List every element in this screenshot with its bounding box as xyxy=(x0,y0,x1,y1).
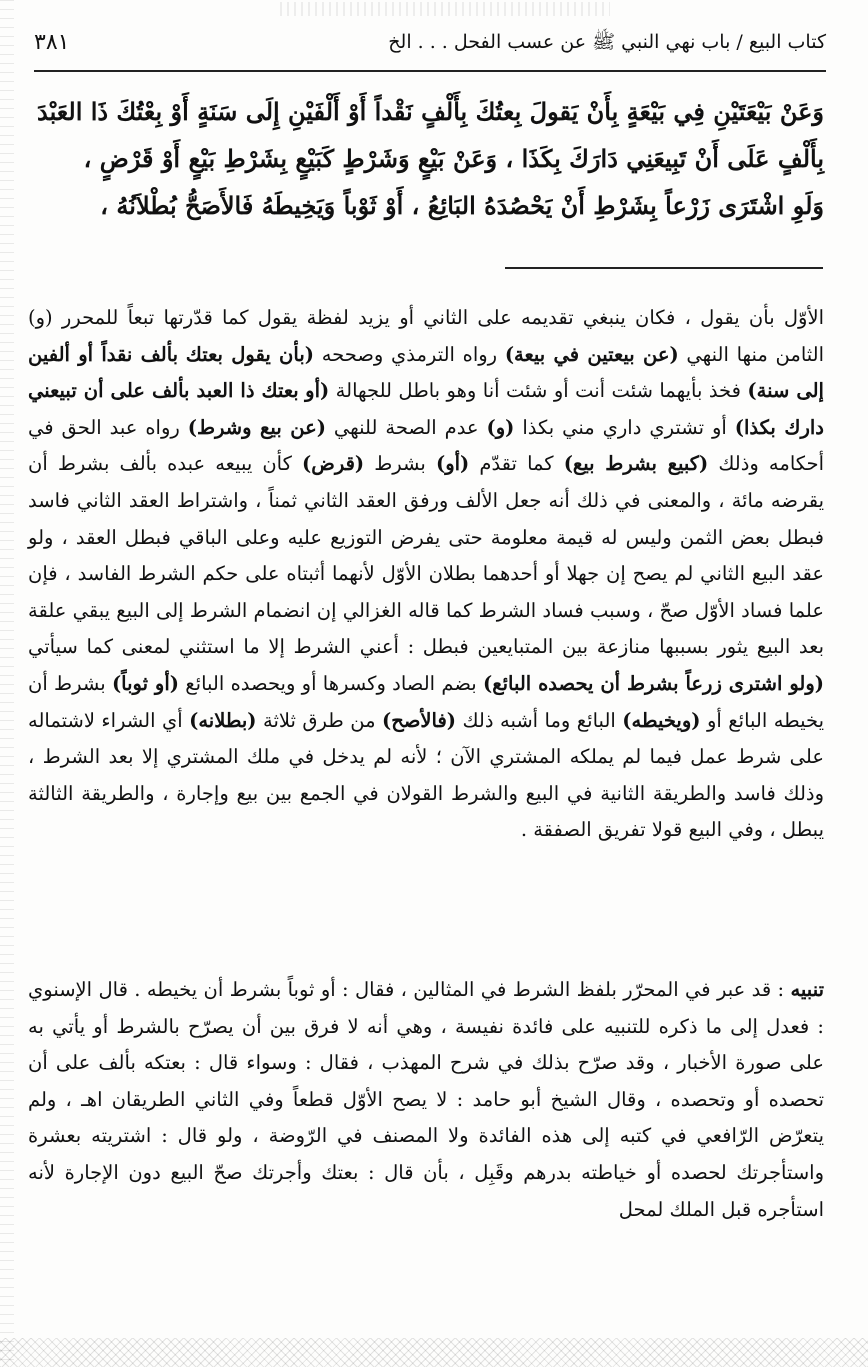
footnote-separator xyxy=(505,267,823,269)
sharh-text: كأن يبيعه عبده بألف بشرط أن يقرضه مائة ، والمعنى في ذلك أنه جعل الألف ورفق العقد الثاني ثمناً ، واشتراط العقد الثاني فاسد فبطل بعض الثمن وليس له قيمة معلومة حتى يفرض التوزيع عليه وعلى الباقي فبطل العقد ، ولو عقد البيع الثاني لم يصح إن جهلا أو أحدهما بطلان الأوّل لأنهما أثبتاه على حكم الشرط الفاسد ، فإن علما فساد الأوّل صحّ ، وسبب فساد الشرط كما قاله الغزالي إن انضمام الشرط إلى البيع يبقي علقة بعد البيع يثور بسببها منازعة بين المتبايعين فبطل : أعني الشرط إلا ما استثني لمعنى كما سيأتي xyxy=(28,452,824,659)
sharh-text: (و) الثامن منها النهي xyxy=(28,306,825,366)
sharh-commentary xyxy=(28,300,824,849)
matn-quote: (بطلانه) xyxy=(189,708,257,732)
sharh-text: أي الشراء لاشتماله على شرط عمل فيما لم يملكه المشتري الآن ؛ لأنه لم يدخل في ملك المشتري إلا بعد الشرط ، وذلك فاسد والطريقة الثانية في البيع والشرط القولان في الجمع بين بيع وإجارة ، والطريقة الثالثة يبطل ، وفي البيع قولا تفريق الصفقة . xyxy=(28,708,824,842)
matn-quote: (ويخيطه) xyxy=(622,708,701,732)
sharh-text: عدم الصحة للنهي xyxy=(333,415,479,439)
tanbih-text: : قد عبر في المحرّر بلفظ الشرط في المثالين ، فقال : أو ثوباً بشرط أن يخيطه . قال الإسنوي : فعدل إلى ما ذكره للتنبيه على فائدة نفيسة ، وهي أنه لا فرق بين أن يصرّح بالشرط أو يأتي به على صورة الأخبار ، وقد صرّح بذلك في شرح المهذب ، فقال : وسواء قال : بعتكه بألف على أن تحصده أو وتحصده ، وقال الشيخ أبو حامد : لا يصح الأوّل قطعاً وفي الثاني الطريقان اهـ ، ولم يتعرّض الرّافعي في كتبه إلى هذه الفائدة ولا المصنف في الرّوضة ، ولو قال : اشتريته بعشرة واستأجرتك لحصده أو خياطته بدرهم وقَبِل ، بأن قال : بعتك وأجرتك صحّ البيع دون الإجارة لأنه استأجره قبل الملك لمحل xyxy=(28,978,824,1221)
tanbih-label: تنبيه xyxy=(790,978,825,1001)
matn-quote: (عن بيع وشرط) xyxy=(187,415,326,439)
header-rule xyxy=(34,70,826,72)
matn-quote: بألف نقداً أو ألفين إلى سنة) xyxy=(28,342,824,403)
scan-edge-noise xyxy=(0,0,14,1367)
sharh-text: رواه عبد الحق في أحكامه وذلك xyxy=(28,415,825,476)
matn-quote: (فالأصح) xyxy=(382,708,457,732)
matn-quote: (كبيع بشرط بيع) xyxy=(563,452,709,476)
chapter-title: كتاب البيع / باب نهي النبي ﷺ عن عسب الفحل . . . الخ xyxy=(388,31,826,53)
matn-quote: (بأن يقول بعتك xyxy=(185,342,314,366)
matn-quote: (ولو اشترى زرعاً بشرط أن يحصده البائع) xyxy=(482,671,824,695)
matn-quote: (أو xyxy=(305,379,330,403)
sharh-text: كما تقدّم xyxy=(479,452,554,476)
sharh-text: البائع وما أشبه ذلك xyxy=(462,708,616,732)
sharh-paragraph xyxy=(28,300,824,849)
matn-text-block xyxy=(34,88,824,229)
sharh-text: أو تشتري داري مني بكذا xyxy=(522,415,727,439)
sharh-text: الأوّل بأن يقول ، فكان ينبغي تقديمه على الثاني أو يزيد لفظة يقول كما قدّرتها تبعاً للمحرر xyxy=(61,306,824,329)
sharh-text: بشرط xyxy=(374,452,426,476)
matn-line: وَعَنْ بَيْعَتَيْنِ فِي بَيْعَةٍ بِأَنْ يَقولَ بِعتُكَ بِأَلْفٍ نَقْداً أَوْ أَلْفَيْنِ إِلَى سَنَةٍ أَوْ بِعْتُكَ ذَا العَبْدَ xyxy=(36,97,824,126)
matn-quote: (أو) xyxy=(435,452,470,476)
page-number: ٣٨١ xyxy=(34,30,70,55)
sharh-text: بشرط أن يخيطه البائع أو xyxy=(28,671,825,732)
sharh-text: رواه الترمذي وصححه xyxy=(321,342,498,366)
matn-quote: (و) xyxy=(486,415,515,439)
matn-line: بِأَلْفٍ عَلَى أَنْ تَبِيعَنِي دَارَكَ بِكَذَا ، وَعَنْ بَيْعٍ وَشَرْطٍ كَبَيْعٍ بِشَرْطِ بَيْعٍ أَوْ قَرْضٍ ، xyxy=(83,144,824,173)
running-header xyxy=(34,30,826,64)
sharh-text: بضم الصاد وكسرها أو ويحصده البائع xyxy=(185,671,477,695)
sharh-text: فخذ بأيهما شئت أنت أو شئت أنا وهو باطل للجهالة xyxy=(335,379,741,403)
scan-bottom-border xyxy=(0,1338,868,1367)
sharh-text: من طرق ثلاثة xyxy=(263,708,376,732)
tanbih-note xyxy=(28,972,824,1228)
matn-quote: (عن بيعتين في بيعة) xyxy=(504,342,679,366)
tanbih-paragraph xyxy=(28,972,824,1228)
matn-quote: بعتك ذا العبد بألف على أن تبيعني دارك بكذا) xyxy=(28,379,824,439)
matn-line: وَلَوِ اشْتَرَى زَرْعاً بِشَرْطِ أَنْ يَحْصُدَهُ البَائِعُ ، أَوْ ثَوْباً وَيَخِيطَهُ فَالأَصَحُّ بُطْلاَنُهُ ، xyxy=(100,191,824,220)
matn-quote: (أو ثوباً) xyxy=(111,671,179,695)
matn-quote: (قرض) xyxy=(302,452,365,476)
scan-top-noise xyxy=(280,2,610,16)
